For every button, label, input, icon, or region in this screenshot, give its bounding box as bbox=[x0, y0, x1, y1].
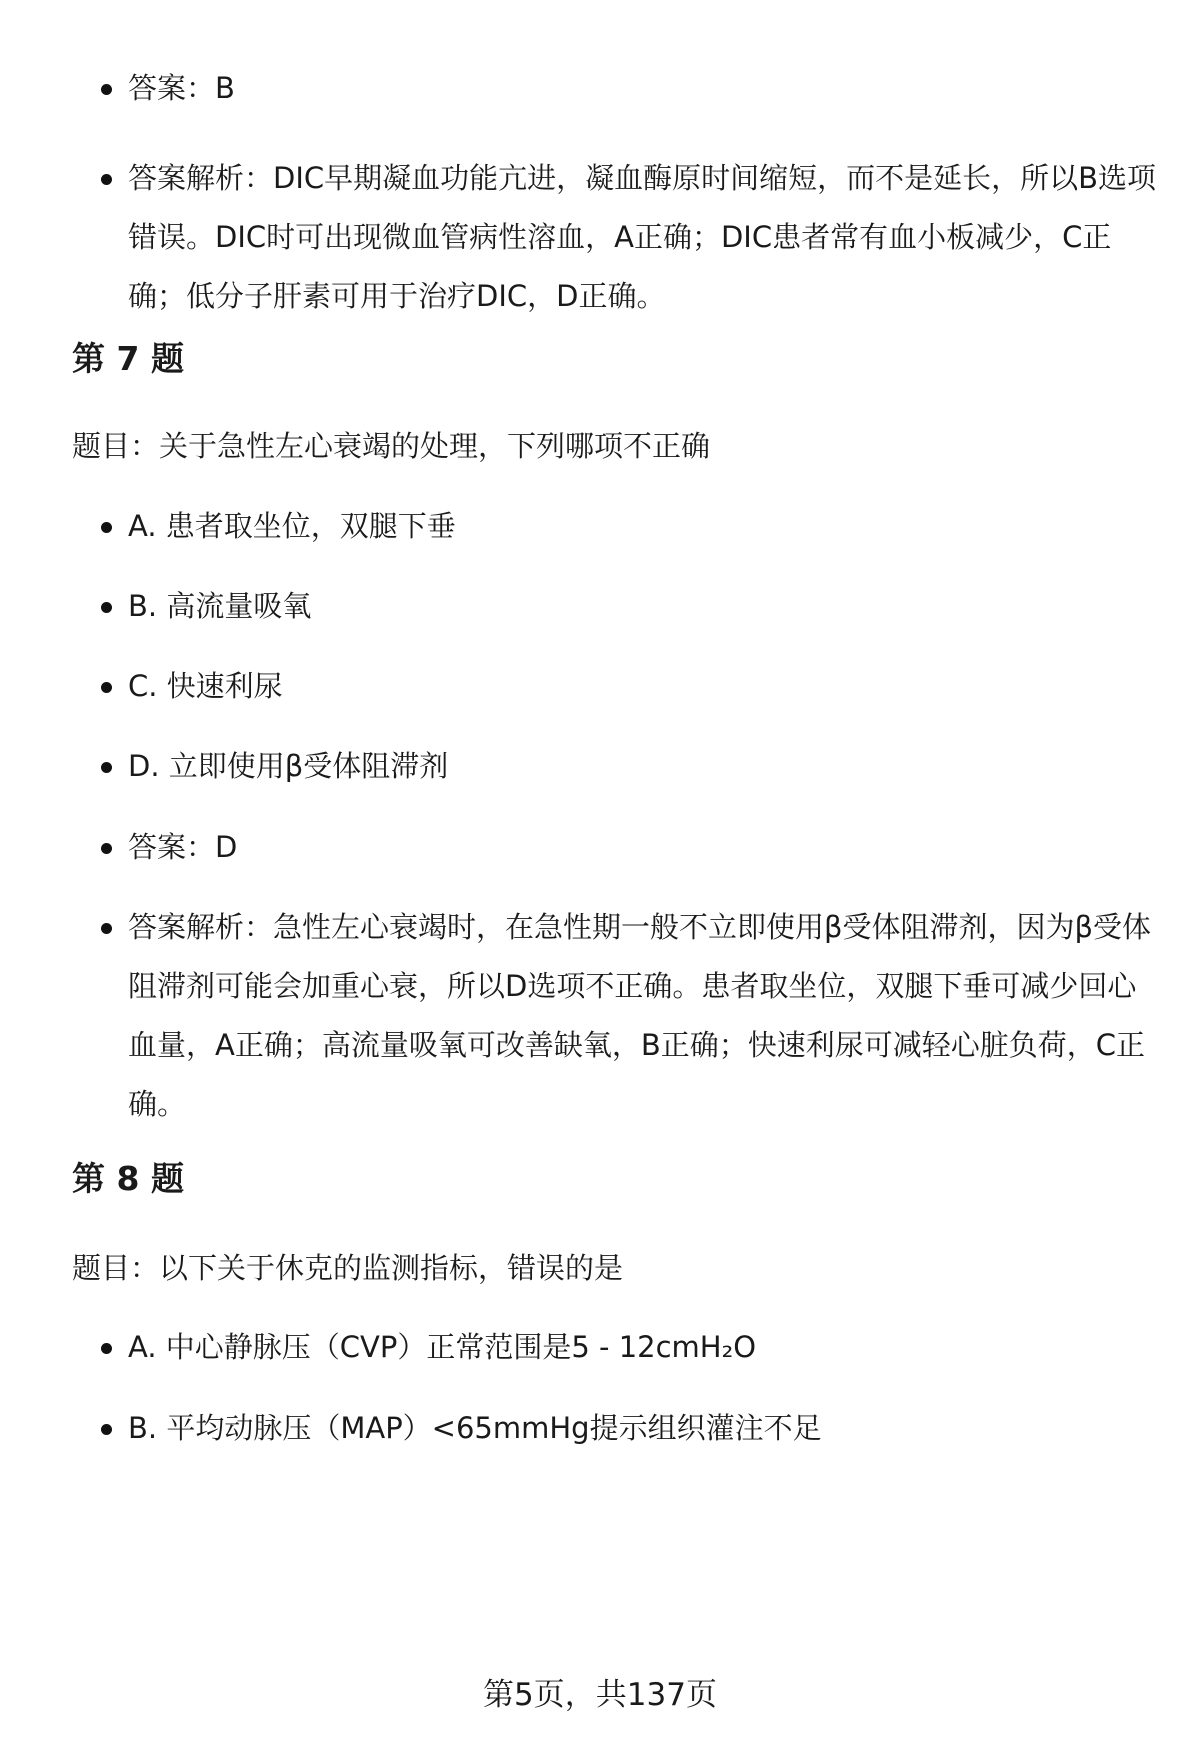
q7-stem: 题目：关于急性左心衰竭的处理，下列哪项不正确 bbox=[72, 429, 711, 463]
q7-answer: 答案：D bbox=[128, 818, 1160, 877]
q8-stem: 题目：以下关于休克的监测指标，错误的是 bbox=[72, 1251, 624, 1285]
q6-explanation: 答案解析：DIC早期凝血功能亢进，凝血酶原时间缩短，而不是延长，所以B选项错误。DIC时可出现微血管病性溶血，A正确；DIC患者常有血小板减少，C正确；低分子肝素可用于治疗DIC，D正确。 bbox=[128, 149, 1160, 326]
q8-option-b: B. 平均动脉压（MAP）<65mmHg提示组织灌注不足 bbox=[128, 1399, 1160, 1458]
q7-option-b: B. 高流量吸氧 bbox=[128, 577, 1160, 636]
q7-explanation: 答案解析：急性左心衰竭时，在急性期一般不立即使用β受体阻滞剂，因为β受体阻滞剂可能会加重心衰，所以D选项不正确。患者取坐位，双腿下垂可减少回心血量，A正确；高流量吸氧可改善缺氧，B正确；快速利尿可减轻心脏负荷，C正确。 bbox=[128, 898, 1160, 1134]
q8-option-a: A. 中心静脉压（CVP）正常范围是5 - 12cmH₂O bbox=[128, 1318, 1160, 1377]
q7-option-c: C. 快速利尿 bbox=[128, 657, 1160, 716]
page-footer: 第5页，共137页 bbox=[483, 1677, 717, 1713]
q6-answer: 答案：B bbox=[128, 59, 1160, 118]
q8-heading: 第 8 题 bbox=[72, 1159, 184, 1198]
q7-option-d: D. 立即使用β受体阻滞剂 bbox=[128, 737, 1160, 796]
q7-option-a: A. 患者取坐位，双腿下垂 bbox=[128, 497, 1160, 556]
q7-heading: 第 7 题 bbox=[72, 339, 184, 378]
